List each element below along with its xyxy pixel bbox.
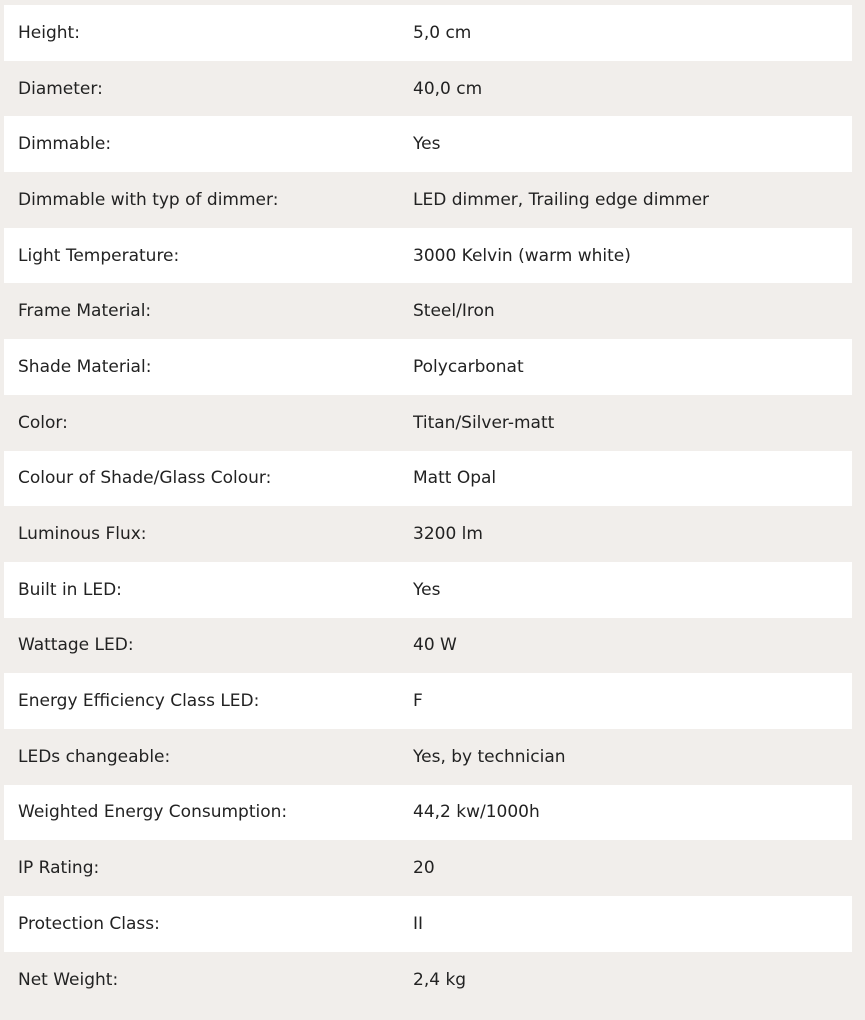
spec-value: II: [413, 913, 424, 934]
spec-label: Frame Material:: [18, 301, 152, 322]
spec-value: 5,0 cm: [413, 22, 472, 43]
spec-value: 44,2 kw/1000h: [413, 802, 540, 823]
spec-row-wattage-led: [4, 618, 852, 674]
spec-row-height: [4, 5, 852, 61]
spec-value: 20: [413, 858, 435, 879]
spec-row-protection-class: [4, 896, 852, 952]
spec-row-net-weight: [4, 952, 852, 1008]
spec-label: Luminous Flux:: [18, 524, 147, 545]
spec-label: Built in LED:: [18, 579, 122, 600]
spec-value: Titan/Silver-matt: [413, 412, 555, 433]
spec-value: 40 W: [413, 635, 457, 656]
spec-value: 40,0 cm: [413, 78, 483, 99]
spec-row-energy-consumption: [4, 785, 852, 841]
spec-value: LED dimmer, Trailing edge dimmer: [413, 189, 710, 210]
spec-label: Height:: [18, 22, 80, 43]
spec-value: Yes: [413, 579, 441, 600]
spec-label: Color:: [18, 412, 68, 433]
spec-value: Yes: [413, 134, 441, 155]
spec-label: LEDs changeable:: [18, 746, 171, 767]
spec-value: 3000 Kelvin (warm white): [413, 245, 631, 266]
spec-value: Polycarbonat: [413, 356, 524, 377]
spec-label: Weighted Energy Consumption:: [18, 802, 288, 823]
spec-row-dimmable: [4, 116, 852, 172]
spec-label: Light Temperature:: [18, 245, 180, 266]
spec-row-dimmer-type: [4, 172, 852, 228]
spec-value: Matt Opal: [413, 468, 497, 489]
spec-row-frame-material: [4, 283, 852, 339]
spec-row-ip-rating: [4, 840, 852, 896]
spec-value: 3200 lm: [413, 524, 483, 545]
spec-row-shade-material: [4, 339, 852, 395]
spec-value: F: [413, 691, 423, 712]
spec-label: Energy Efficiency Class LED:: [18, 691, 260, 712]
spec-row-color: [4, 395, 852, 451]
spec-row-luminous-flux: [4, 506, 852, 562]
spec-row-diameter: [4, 61, 852, 117]
spec-value: Yes, by technician: [413, 746, 566, 767]
spec-label: IP Rating:: [18, 858, 100, 879]
spec-label: Shade Material:: [18, 356, 152, 377]
spec-label: Diameter:: [18, 78, 103, 99]
spec-label: Colour of Shade/Glass Colour:: [18, 468, 272, 489]
spec-label: Wattage LED:: [18, 635, 134, 656]
spec-label: Dimmable:: [18, 134, 112, 155]
spec-value: 2,4 kg: [413, 969, 467, 990]
spec-row-built-in-led: [4, 562, 852, 618]
spec-label: Protection Class:: [18, 913, 160, 934]
spec-label: Dimmable with typ of dimmer:: [18, 189, 279, 210]
spec-row-leds-changeable: [4, 729, 852, 785]
spec-value: Steel/Iron: [413, 301, 495, 322]
spec-row-shade-colour: [4, 451, 852, 507]
spec-row-light-temperature: [4, 228, 852, 284]
spec-row-energy-class: [4, 673, 852, 729]
spec-label: Net Weight:: [18, 969, 119, 990]
